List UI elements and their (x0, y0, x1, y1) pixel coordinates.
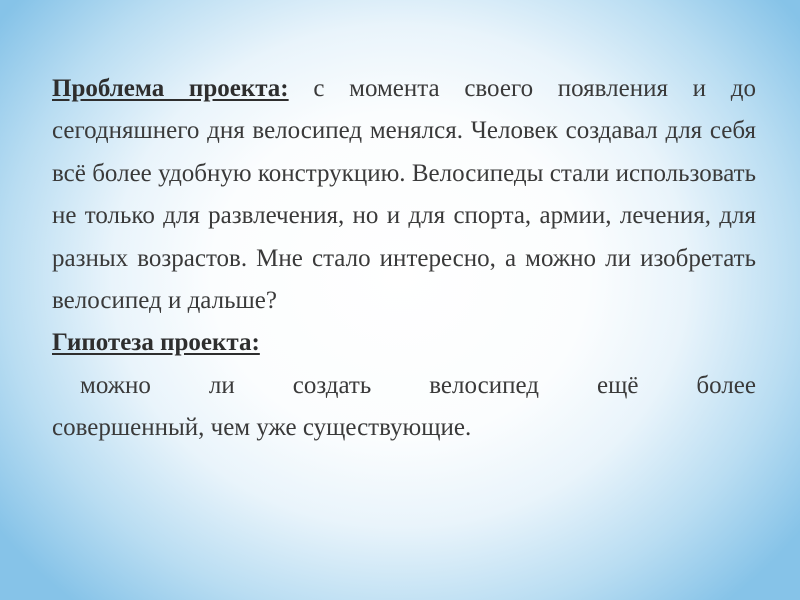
hypothesis-text-line-2 (52, 407, 756, 449)
hypothesis-heading-line (52, 322, 756, 364)
hypothesis-text-line-1 (52, 365, 756, 407)
problem-label: Проблема проекта: (52, 75, 289, 102)
hypothesis-text-2: совершенный, чем уже существующие. (52, 414, 472, 442)
hypothesis-label: Гипотеза проекта: (52, 329, 260, 357)
hypothesis-text-1: можно ли создать велосипед ещё более (80, 371, 756, 399)
problem-text: с момента своего появления и до сегодняшнего дня велосипед менялся. Человек создавал для себя всё более удобную конструкцию. Велосипеды стали использовать не только для развлечения, но и для спорта, армии, лечения, для разных возрастов. Мне стало интересно, а можно ли изобретать велосипед и дальше? (52, 75, 756, 315)
problem-paragraph (52, 68, 756, 322)
slide-content (52, 68, 756, 450)
